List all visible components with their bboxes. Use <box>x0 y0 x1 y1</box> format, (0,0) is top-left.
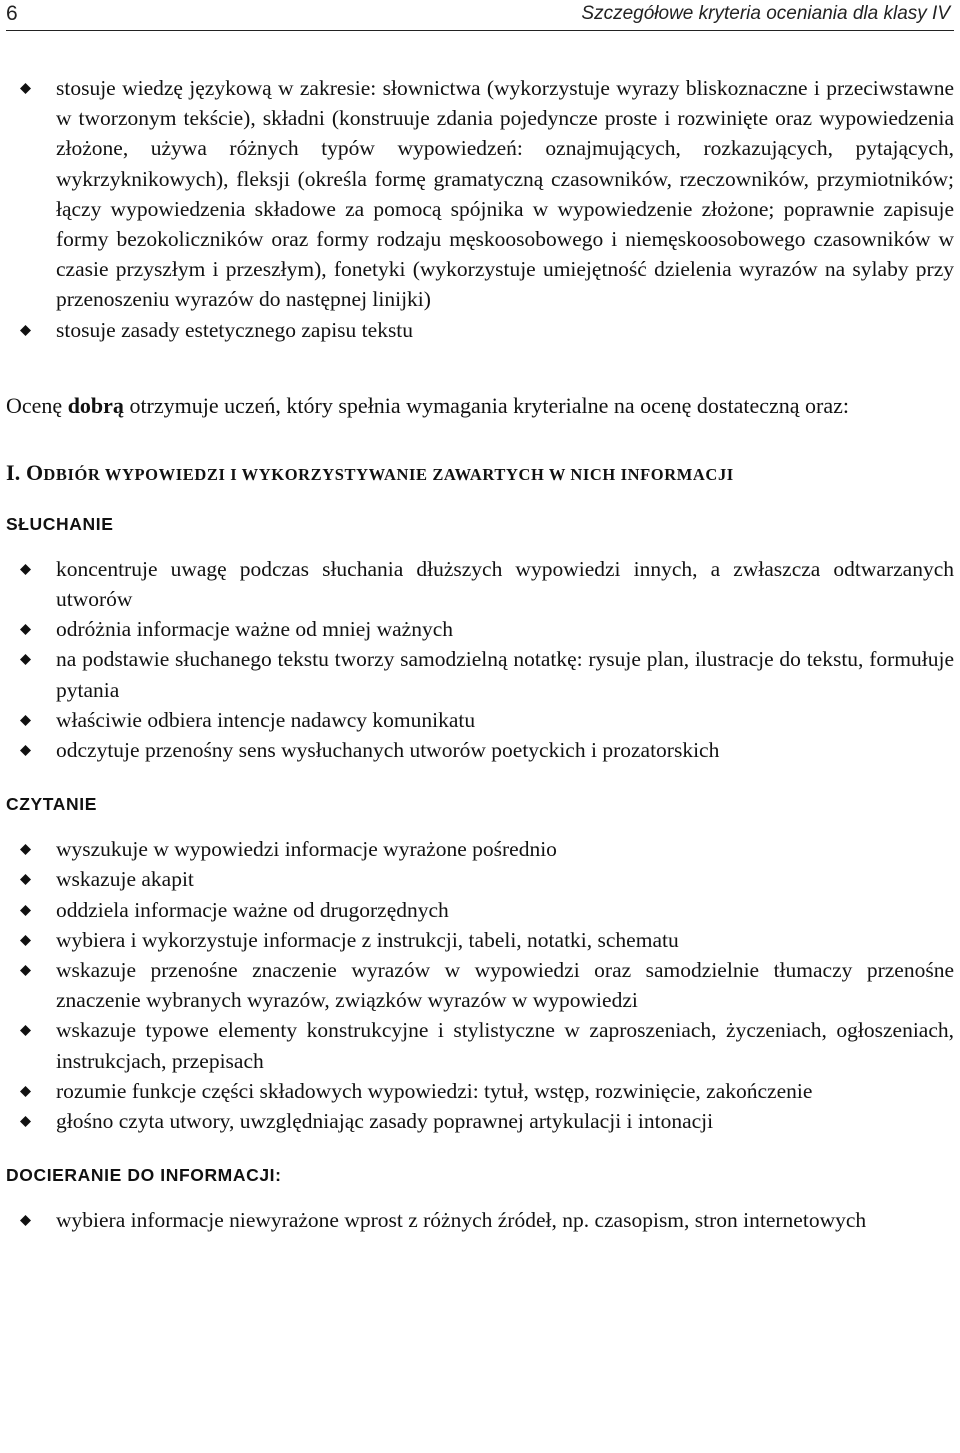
section-numeral: I. <box>6 459 21 485</box>
diamond-bullet-icon <box>20 905 31 916</box>
list-item-text: stosuje zasady estetycznego zapisu tekstu <box>56 317 414 342</box>
subsection-heading-docieranie: DOCIERANIE DO INFORMACJI: <box>6 1165 282 1186</box>
grade-paragraph-rest: otrzymuje uczeń, który spełnia wymagania kryterialne na ocenę dostateczną oraz: <box>123 392 850 418</box>
list-item-text: wskazuje typowe elementy konstrukcyjne i stylistyczne w zaproszeniach, życzeniach, ogłoszeniach, instrukcjach, przepisach <box>56 1018 954 1073</box>
subsection-heading-sluchanie: SŁUCHANIE <box>6 513 114 534</box>
grade-paragraph-lead: Ocenę <box>6 392 68 418</box>
diamond-bullet-icon <box>20 564 31 575</box>
diamond-bullet-icon <box>20 1086 31 1097</box>
list-item <box>6 705 954 735</box>
diamond-bullet-icon <box>20 654 31 665</box>
list-item <box>6 315 954 345</box>
list-item <box>6 644 954 704</box>
diamond-bullet-icon <box>20 935 31 946</box>
list-item-text: rozumie funkcje części składowych wypowiedzi: tytuł, wstęp, rozwinięcie, zakończenie <box>56 1078 813 1103</box>
list-item-text: wskazuje przenośne znaczenie wyrazów w wypowiedzi oraz samodzielnie tłumaczy przenośne znaczenie wybranych wyrazów, związków wyrazów w wypowiedzi <box>56 958 954 1013</box>
docieranie-list <box>6 1205 954 1235</box>
list-item-text: głośno czyta utwory, uwzględniając zasady poprawnej artykulacji i intonacji <box>56 1109 714 1134</box>
diamond-bullet-icon <box>20 874 31 885</box>
running-title: Szczegółowe kryteria oceniania dla klasy IV <box>581 3 950 24</box>
list-item <box>6 895 954 925</box>
diamond-bullet-icon <box>20 1215 31 1226</box>
list-item-text: właściwie odbiera intencje nadawcy komunikatu <box>56 707 476 732</box>
list-item-text: odróżnia informacje ważne od mniej ważnych <box>56 617 453 642</box>
section-title <box>6 458 954 490</box>
diamond-bullet-icon <box>20 624 31 635</box>
intro-bullet-list <box>6 73 954 345</box>
section-title-rest: DBIÓR WYPOWIEDZI I WYKORZYSTYWANIE ZAWARTYCH W NICH INFORMACJI <box>43 464 734 484</box>
list-item <box>6 1106 954 1136</box>
list-item <box>6 1015 954 1075</box>
list-item <box>6 735 954 765</box>
list-item <box>6 834 954 864</box>
list-item-text: wybiera i wykorzystuje informacje z instrukcji, tabeli, notatki, schematu <box>56 927 679 952</box>
list-item-text: koncentruje uwagę podczas słuchania dłuższych wypowiedzi innych, a zwłaszcza odtwarzanych utworów <box>56 556 954 612</box>
list-item-text: oddziela informacje ważne od drugorzędnych <box>56 897 449 922</box>
list-item <box>6 955 954 1015</box>
list-item <box>6 1205 954 1235</box>
diamond-bullet-icon <box>20 83 31 94</box>
diamond-bullet-icon <box>20 1025 31 1036</box>
list-item-text: wyszukuje w wypowiedzi informacje wyrażone pośrednio <box>56 837 557 862</box>
page-header <box>6 0 954 31</box>
diamond-bullet-icon <box>20 325 31 336</box>
diamond-bullet-icon <box>20 965 31 976</box>
list-item <box>6 864 954 894</box>
grade-paragraph <box>6 389 954 422</box>
list-item <box>6 73 954 315</box>
list-item-text: wskazuje akapit <box>56 867 194 892</box>
subsection-heading-czytanie: CZYTANIE <box>6 794 98 815</box>
page-content <box>6 73 954 1235</box>
list-item-text: stosuje wiedzę językową w zakresie: słownictwa (wykorzystuje wyrazy bliskoznaczne i przeciwstawne w tworzonym tekście), składni (konstruuje zdania pojedyncze proste i rozwinięte oraz wypowiedzenia złożone, używa różnych typów wypowiedzeń: oznajmujących, rozkazujących, pytających, wykrzyknikowych), fleksji (określa formę gramatyczną czasowników, rzeczowników, przymiotników; łączy wypowiedzenia składowe za pomocą spójnika w wypowiedzenie złożone; poprawnie zapisuje formy bezokoliczników oraz formy rodzaju męskoosobowego i niemęskoosobowego czasowników w czasie przyszłym i przeszłym), fonetyki (wykorzystuje umiejętność dzielenia wyrazów na sylaby przy przenoszeniu wyrazów do następnej linijki) <box>56 76 954 312</box>
diamond-bullet-icon <box>20 745 31 756</box>
diamond-bullet-icon <box>20 844 31 855</box>
list-item-text: na podstawie słuchanego tekstu tworzy samodzielną notatkę: rysuje plan, ilustracje do tekstu, formułuje pytania <box>56 647 954 702</box>
sluchanie-list <box>6 554 954 765</box>
list-item <box>6 554 954 614</box>
list-item <box>6 925 954 955</box>
list-item-text: wybiera informacje niewyrażone wprost z różnych źródeł, np. czasopism, stron internetowych <box>56 1208 867 1233</box>
list-item <box>6 1076 954 1106</box>
list-item <box>6 614 954 644</box>
diamond-bullet-icon <box>20 1116 31 1127</box>
diamond-bullet-icon <box>20 715 31 726</box>
czytanie-list <box>6 834 954 1136</box>
list-item-text: odczytuje przenośny sens wysłuchanych utworów poetyckich i prozatorskich <box>56 738 720 763</box>
section-title-initial: O <box>26 459 44 485</box>
page-number: 6 <box>6 2 18 25</box>
grade-name: dobrą <box>67 392 124 418</box>
